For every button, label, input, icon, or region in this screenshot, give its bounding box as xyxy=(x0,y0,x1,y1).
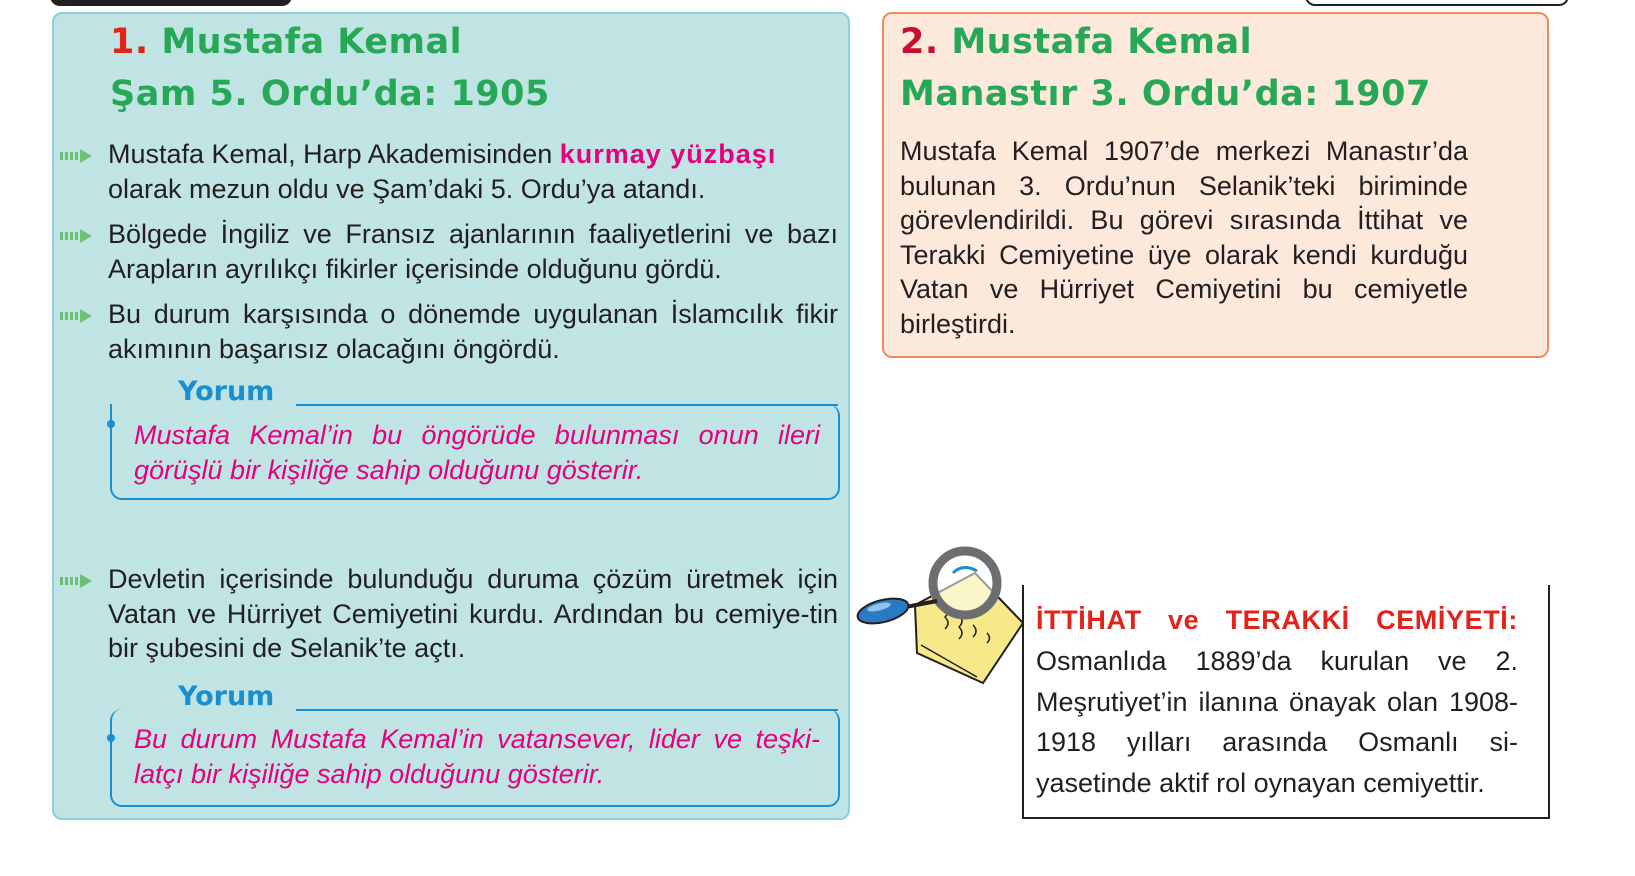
top-tab-right xyxy=(1305,0,1569,6)
magnifier-icon xyxy=(855,545,1035,690)
yorum-1-dot xyxy=(107,420,115,428)
bullet-2-text: Bölgede İngiliz ve Fransız ajanlarının faaliyetlerini ve bazı Arapların ayrılıkçı fikirler içerisinde olduğunu gördü. xyxy=(108,219,838,284)
info-box-text: Osmanlıda 1889’da kurulan ve 2. Meşrutiyet’in ilanına önayak olan 1908-1918 yılları arasında Osmanlı si-yasetinde aktif rol oynayan cemiyettir. xyxy=(1036,646,1518,798)
yorum-2-label: Yorum xyxy=(178,681,275,712)
top-tab-left xyxy=(50,0,292,6)
section-2-title-line1: 2. Mustafa Kemal xyxy=(900,22,1253,62)
bullet-3-text: Bu durum karşısında o dönemde uygulanan İslamcılık fikir akımının başarısız olacağını öngördü. xyxy=(108,299,838,364)
arrow-bullet-icon xyxy=(60,309,94,323)
section-2-title-line2: Manastır 3. Ordu’da: 1907 xyxy=(900,74,1431,114)
yorum-2-text: Bu durum Mustafa Kemal’in vatansever, lider ve teşki-latçı bir kişiliğe sahip olduğunu gösterir. xyxy=(134,724,820,789)
bullet-1-text: Mustafa Kemal, Harp Akademisinden kurmay yüzbaşı olarak mezun oldu ve Şam’daki 5. Ordu’ya atandı. xyxy=(108,139,777,204)
yorum-1-label: Yorum xyxy=(178,376,275,407)
section-2-text: Mustafa Kemal 1907’de merkezi Manastır’da bulunan 3. Ordu’nun Selanik’teki biriminde görevlendirildi. Bu görevi sırasında İttihat ve Terakki Cemiyetine üye olarak kendi kurduğu Vatan ve Hürriyet Cemiyetini bu cemiyetle birleştirdi. xyxy=(900,136,1468,339)
yorum-1-text: Mustafa Kemal’in bu öngörüde bulunması onun ileri görüşlü bir kişiliğe sahip olduğunu gösterir. xyxy=(134,420,820,485)
arrow-bullet-icon xyxy=(60,574,94,588)
bullet-4-text: Devletin içerisinde bulunduğu duruma çözüm üretmek için Vatan ve Hürriyet Cemiyetini kurdu. Ardından bu cemiye-tin bir şubesini de Selanik’te açtı. xyxy=(108,564,838,663)
yorum-2-dot xyxy=(107,734,115,742)
section-1-title-line1: 1. Mustafa Kemal xyxy=(110,22,463,62)
arrow-bullet-icon xyxy=(60,149,94,163)
arrow-bullet-icon xyxy=(60,229,94,243)
info-box-title: İTTİHAT ve TERAKKİ CEMİYETİ: xyxy=(1036,605,1518,635)
section-1-title-line2: Şam 5. Ordu’da: 1905 xyxy=(110,74,550,114)
